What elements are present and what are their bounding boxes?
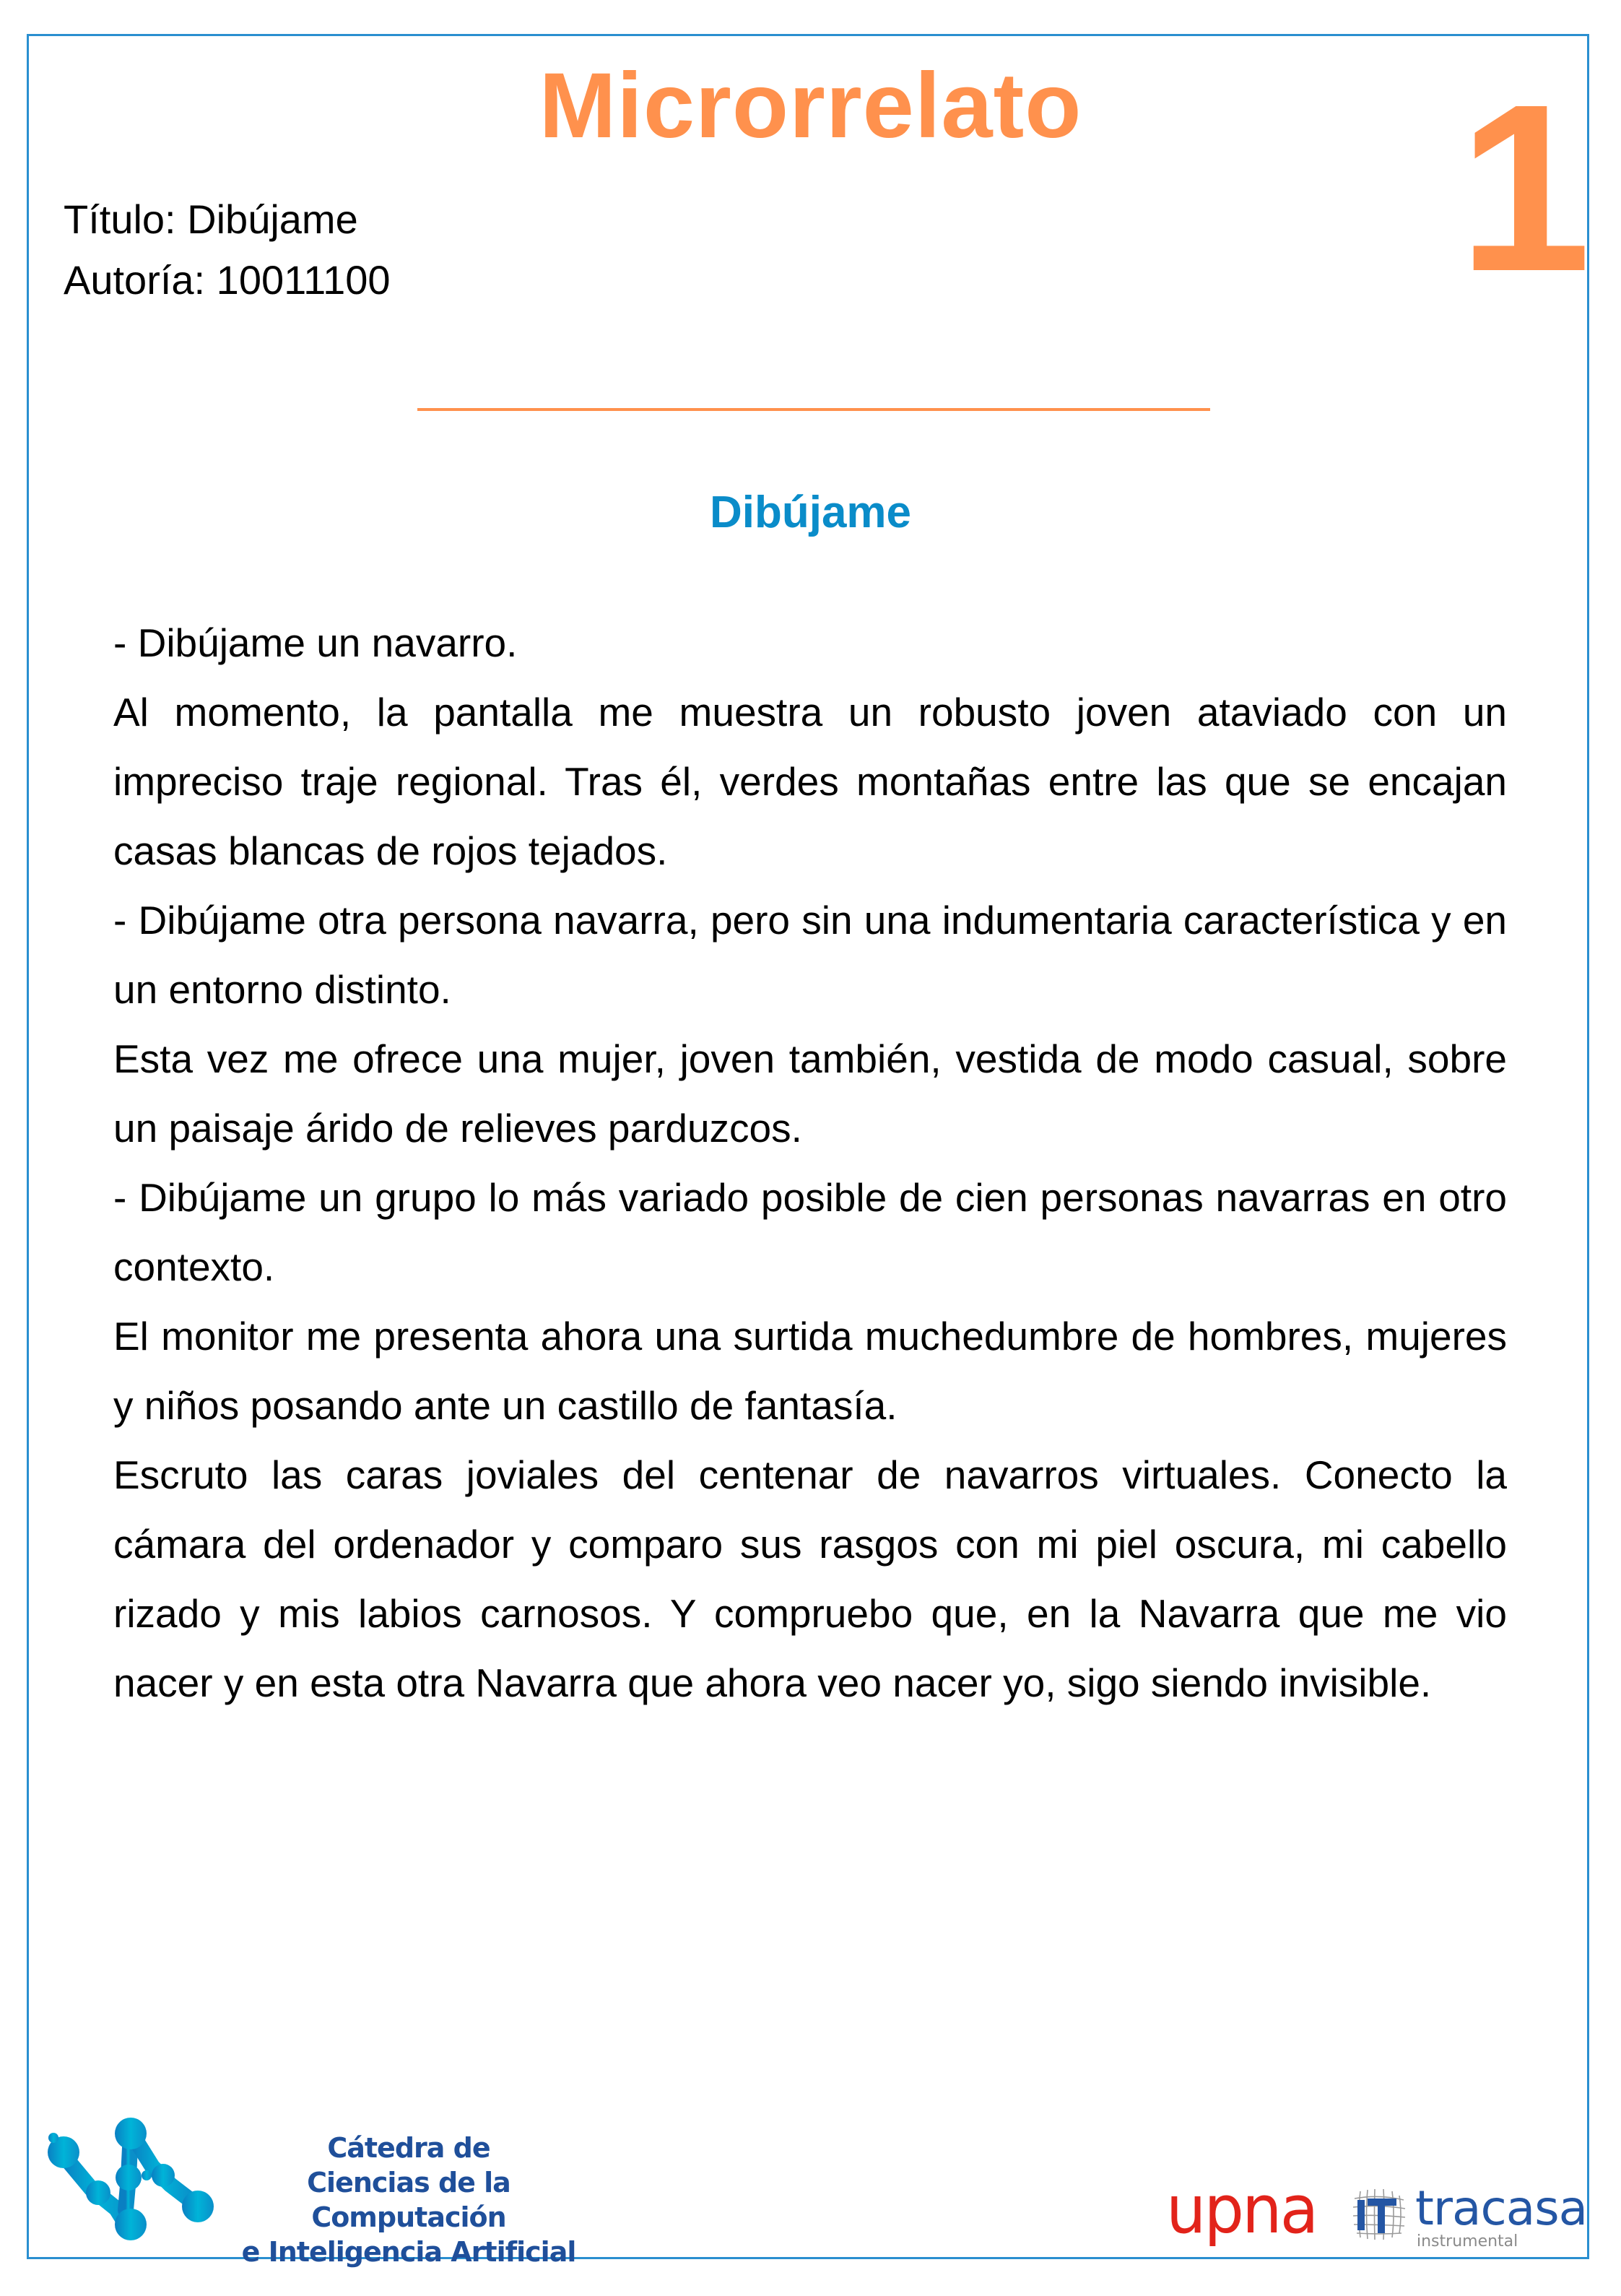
tracasa-logo [1350,2180,1589,2259]
story-paragraph: Esta vez me ofrece una mujer, joven también, vestida de modo casual, sobre un paisaje árido de relieves parduzcos. [113,1036,1507,1151]
tracasa-subtitle: instrumental [1417,2232,1518,2250]
story-paragraph: Al momento, la pantalla me muestra un robusto joven ataviado con un impreciso traje regional. Tras él, verdes montañas entre las que se encajan casas blancas de rojos tejados. [113,690,1507,873]
story-paragraph: - Dibújame un grupo lo más variado posible de cien personas navarras en otro contexto. [113,1175,1507,1289]
story-paragraph: Escruto las caras joviales del centenar de navarros virtuales. Conecto la cámara del ordenador y comparo sus rasgos con mi piel oscura, mi cabello rizado y mis labios carnosos. Y compruebo que, en la Navarra que me vio nacer y en esta otra Navarra que ahora veo nacer yo, sigo siendo invisible. [113,1452,1507,1705]
catedra-name [217,2131,600,2269]
it-globe-icon [1350,2185,1408,2243]
story-title: Dibújame [709,488,912,537]
catedra-logo [48,2116,576,2268]
entry-number: 1 [1459,54,1591,321]
meta-block [64,189,391,311]
molecule-network-icon [48,2116,214,2246]
story-paragraph: - Dibújame otra persona navarra, pero sin una indumentaria característica y en un entorno distinto. [113,898,1507,1012]
author-line: Autoría: 10011100 [64,257,391,303]
catedra-line: Cátedra de [327,2132,490,2164]
story-body [113,608,1507,1717]
page-title: Microrrelato [539,54,1082,157]
catedra-line: e Inteligencia Artificial [241,2236,576,2268]
title-line: Título: Dibújame [64,196,358,242]
story-paragraph: El monitor me presenta ahora una surtida muchedumbre de hombres, mujeres y niños posando ante un castillo de fantasía. [113,1314,1507,1428]
story-paragraph: - Dibújame un navarro. [113,620,518,665]
tracasa-name: tracasa [1415,2180,1588,2236]
divider [417,408,1210,411]
upna-logo: upna [1166,2171,1317,2248]
catedra-line: Ciencias de la Computación [307,2167,510,2233]
